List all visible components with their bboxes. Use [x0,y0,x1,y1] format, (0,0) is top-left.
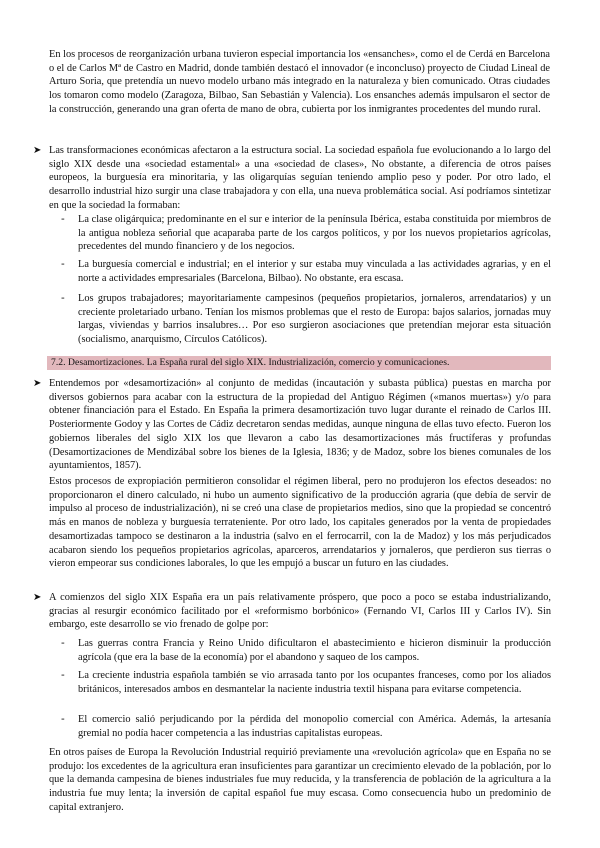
intro-paragraph: En los procesos de reorganización urbana tuvieron especial importancia los «ensanches», como el de Cerdá en Barcelona o el de Carlos Mª de Castro en Madrid, donde también destacó el innovador (e inconcluso) proyecto de Ciudad Lineal de Arturo Soria, que pretendía un nuevo modelo urbano más integrado en la naturaleza y bien comunicado. Otras ciudades los tomaron como modelo (Zaragoza, Bilbao, San Sebastián y Valencia). Los ensanches además impulsaron el sector de la construcción, generando una gran oferta de mano de obra, cubierta por los inmigrantes procedentes del mundo rural. [49,49,551,115]
arrow-bullet-icon: ➤ [33,592,42,603]
list-item-text: Las guerras contra Francia y Reino Unido dificultaron el abastecimiento e hicieron disminuir la producción agrícola (que era la base de la economía) por el abandono y saqueo de los campos. [78,638,551,663]
arrow-bullet-icon: ➤ [33,145,42,156]
dash-bullet-icon: - [61,292,65,304]
dash-bullet-icon: - [61,213,65,225]
desamortizacion-paragraph: Entendemos por «desamortización» al conjunto de medidas (incautación y subasta pública) puestas en marcha por diversos gobiernos para acabar con la estructura de la propiedad del Antiguo Régimen («manos muertas») y/o para obtener financiación para el Estado. En España la primera desamortización tuvo lugar durante el reinado de Carlos III. Posteriormente Godoy y las Cortes de Cádiz decretaron sendas medidas, aunque ninguna de ellas tuvo efecto. Fueron los gobiernos liberales del siglo XIX los que llevaron a cabo las desamortizaciones más fructíferas y profundas (Desamortizaciones de Mendizábal sobre los bienes de la Iglesia, 1836; y de Madoz, sobre los bienes comunales de los ayuntamientos, 1857). [49,378,551,472]
dash-bullet-icon: - [61,258,65,270]
xix-century-paragraph: A comienzos del siglo XIX España era un país relativamente próspero, que poco a poco se estaba industrializando, gracias al resurgir económico facilitado por el «reformismo borbónico» (Fernando VI, Carlos III y Carlos IV). Sin embargo, este desarrollo se vio frenado de golpe por: [49,592,551,631]
section-title: 7.2. Desamortizaciones. La España rural del siglo XIX. Industrialización, comercio y comunicaciones. [51,357,450,368]
list-item-text: La burguesía comercial e industrial; en el interior y sur estaba muy vinculada a las actividades agrarias, y en el norte a actividades empresariales (Barcelona, Bilbao). No obstante, era escasa. [78,259,551,284]
list-item-text: El comercio salió perjudicando por la pérdida del monopolio comercial con América. Además, la artesanía gremial no podía hacer competencia a las industrias capitalistas europeas. [78,714,551,739]
dash-bullet-icon: - [61,713,65,725]
list-item-text: La creciente industria española también se vio arrasada tanto por los ocupantes franceses, como por los aliados británicos, interesados ambos en desmantelar la naciente industria textil hispana para evitarse competencia. [78,670,551,695]
desamortizacion-effects-paragraph: Estos procesos de expropiación permitieron consolidar el régimen liberal, pero no produjeron los efectos deseados: no proporcionaron el dinero calculado, ni hubo un aumento significativo de la producción agraria (que debía de servir de impulso al proceso de industrialización), ni se creó una clase de propietarios medios, sino que la propiedad se concentró más en manos de nobleza y burguesía terrateniente. Por otro lado, los capitales generados por la venta de propiedades desamortizadas tampoco se destinaron a la industria (salvo en el ferrocarril, con la de Madoz) y los más perjudicados acabaron siendo los pequeños propietarios agrícolas, aparceros, arrendatarios y jornaleros, que perdieron sus tierras o vieron empeorar sus condiciones laborales, lo que les empujó a buscar un futuro en las ciudades. [49,476,551,570]
list-item-text: Los grupos trabajadores; mayoritariamente campesinos (pequeños propietarios, jornaleros, arrendatarios) y un creciente proletariado urbano. Tenían los mismos problemas que el resto de Europa: bajos salarios, jornadas muy largas, viviendas y barrios insalubres… Por eso surgieron asociaciones que pretendían mejorar esta situación (socialismo, anarquismo, Círculos Católicos). [78,293,551,346]
arrow-bullet-icon: ➤ [33,378,42,389]
dash-bullet-icon: - [61,637,65,649]
social-structure-paragraph: Las transformaciones económicas afectaron a la estructura social. La sociedad española fue evolucionando a lo largo del siglo XIX desde una «sociedad estamental» a una «sociedad de clases», No obstante, a diferencia de otros países europeos, la burguesía era minoritaria, y las oligarquías seguían teniendo amplio peso y poder. Por otro lado, el desarrollo industrial hizo surgir una clase trabajadora y con ella, una nueva problemática social. Así podríamos sintetizar en que la sociedad la formaban: [49,145,551,211]
section-heading-bar [47,356,551,370]
list-item-text: La clase oligárquica; predominante en el sur e interior de la península Ibérica, estaba constituida por miembros de la antigua nobleza señorial que acaparaba parte de los cargos políticos, y por los nuevos propietarios agrícolas, precedentes del mundo financiero y de los negocios. [78,214,551,253]
dash-bullet-icon: - [61,669,65,681]
europe-comparison-paragraph: En otros países de Europa la Revolución Industrial requirió previamente una «revolución agrícola» que en España no se produjo: los excedentes de la agricultura eran insuficientes para garantizar un crecimiento elevado de la población, por lo que la demanda campesina de bienes industriales fue muy reducida, y la transferencia de población de la agricultura a la industria fue muy lenta; la inversión de capital español fue muy escasa. Como consecuencia hubo un predominio de capital extranjero. [49,747,551,813]
